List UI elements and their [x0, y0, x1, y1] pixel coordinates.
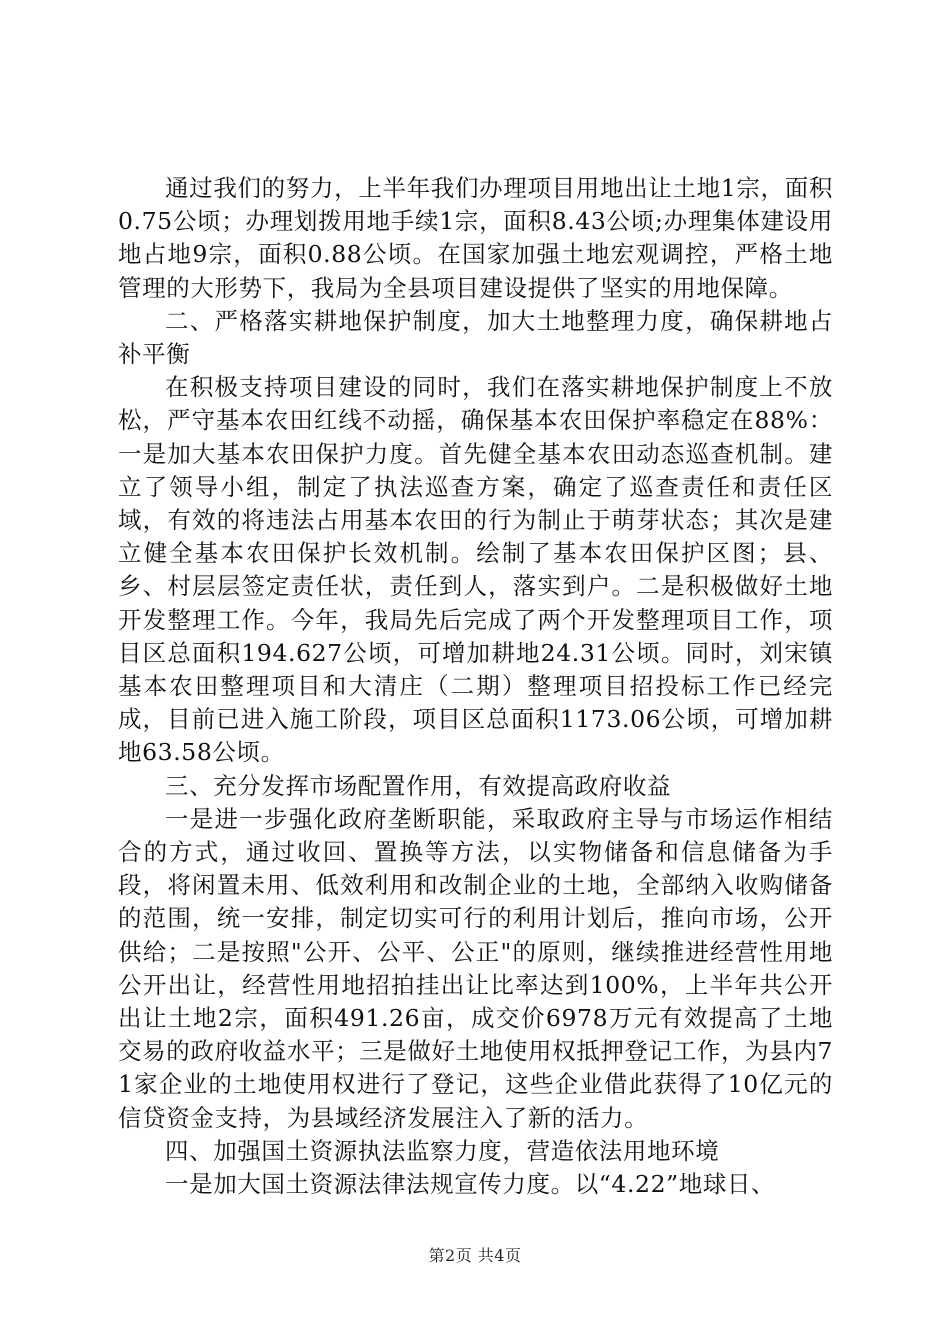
section-heading-farmland-protection: 二、严格落实耕地保护制度，加大土地整理力度，确保耕地占补平衡 [118, 306, 833, 369]
paragraph-land-supply: 通过我们的努力，上半年我们办理项目用地出让土地1宗，面积0.75公顷；办理划拨用地手续1宗，面积8.43公顷;办理集体建设用地占地9宗，面积0.88公顷。在国家加强土地宏观调控，严格土地管理的大形势下，我局为全县项目建设提供了坚实的用地保障。 [118, 174, 833, 302]
section-heading-law-enforcement: 四、加强国土资源执法监察力度，营造依法用地环境 [165, 1136, 720, 1165]
paragraph-market-allocation: 一是进一步强化政府垄断职能，采取政府主导与市场运作相结合的方式，通过收回、置换等方法，以实物储备和信息储备为手段，将闲置未用、低效利用和改制企业的土地，全部纳入收购储备的范围，统一安排，制定切实可行的利用计划后，推向市场，公开供给；二是按照"公开、公平、公正"的原则，继续推进经营性用地公开出让，经营性用地招拍挂出让比率达到100%，上半年共公开出让土地2宗，面积491.26亩，成交价6978万元有效提高了土地交易的政府收益水平；三是做好土地使用权抵押登记工作，为县内71家企业的土地使用权进行了登记，这些企业借此获得了10亿元的信贷资金支持，为县域经济发展注入了新的活力。 [118, 804, 833, 1132]
document-body [118, 172, 833, 1201]
paragraph-law-enforcement: 一是加大国土资源法律法规宣传力度。以“4.22”地球日、 [165, 1170, 776, 1199]
paragraph-farmland-protection: 在积极支持项目建设的同时，我们在落实耕地保护制度上不放松，严守基本农田红线不动摇，确保基本农田保护率稳定在88%：一是加大基本农田保护力度。首先健全基本农田动态巡查机制。建立了领导小组，制定了执法巡查方案，确定了巡查责任和责任区域，有效的将违法占用基本农田的行为制止于萌芽状态；其次是建立健全基本农田保护长效机制。绘制了基本农田保护区图；县、乡、村层层签定责任状，责任到人，落实到户。二是积极做好土地开发整理工作。今年，我局先后完成了两个开发整理项目工作，项目区总面积194.627公顷，可增加耕地24.31公顷。同时，刘宋镇基本农田整理项目和大清庄（二期）整理项目招投标工作已经完成，目前已进入施工阶段，项目区总面积1173.06公顷，可增加耕地63.58公顷。 [118, 373, 833, 767]
page-number-footer: 第2页 共4页 [428, 1246, 522, 1265]
section-heading-market-allocation: 三、充分发挥市场配置作用，有效提高政府收益 [165, 771, 672, 800]
